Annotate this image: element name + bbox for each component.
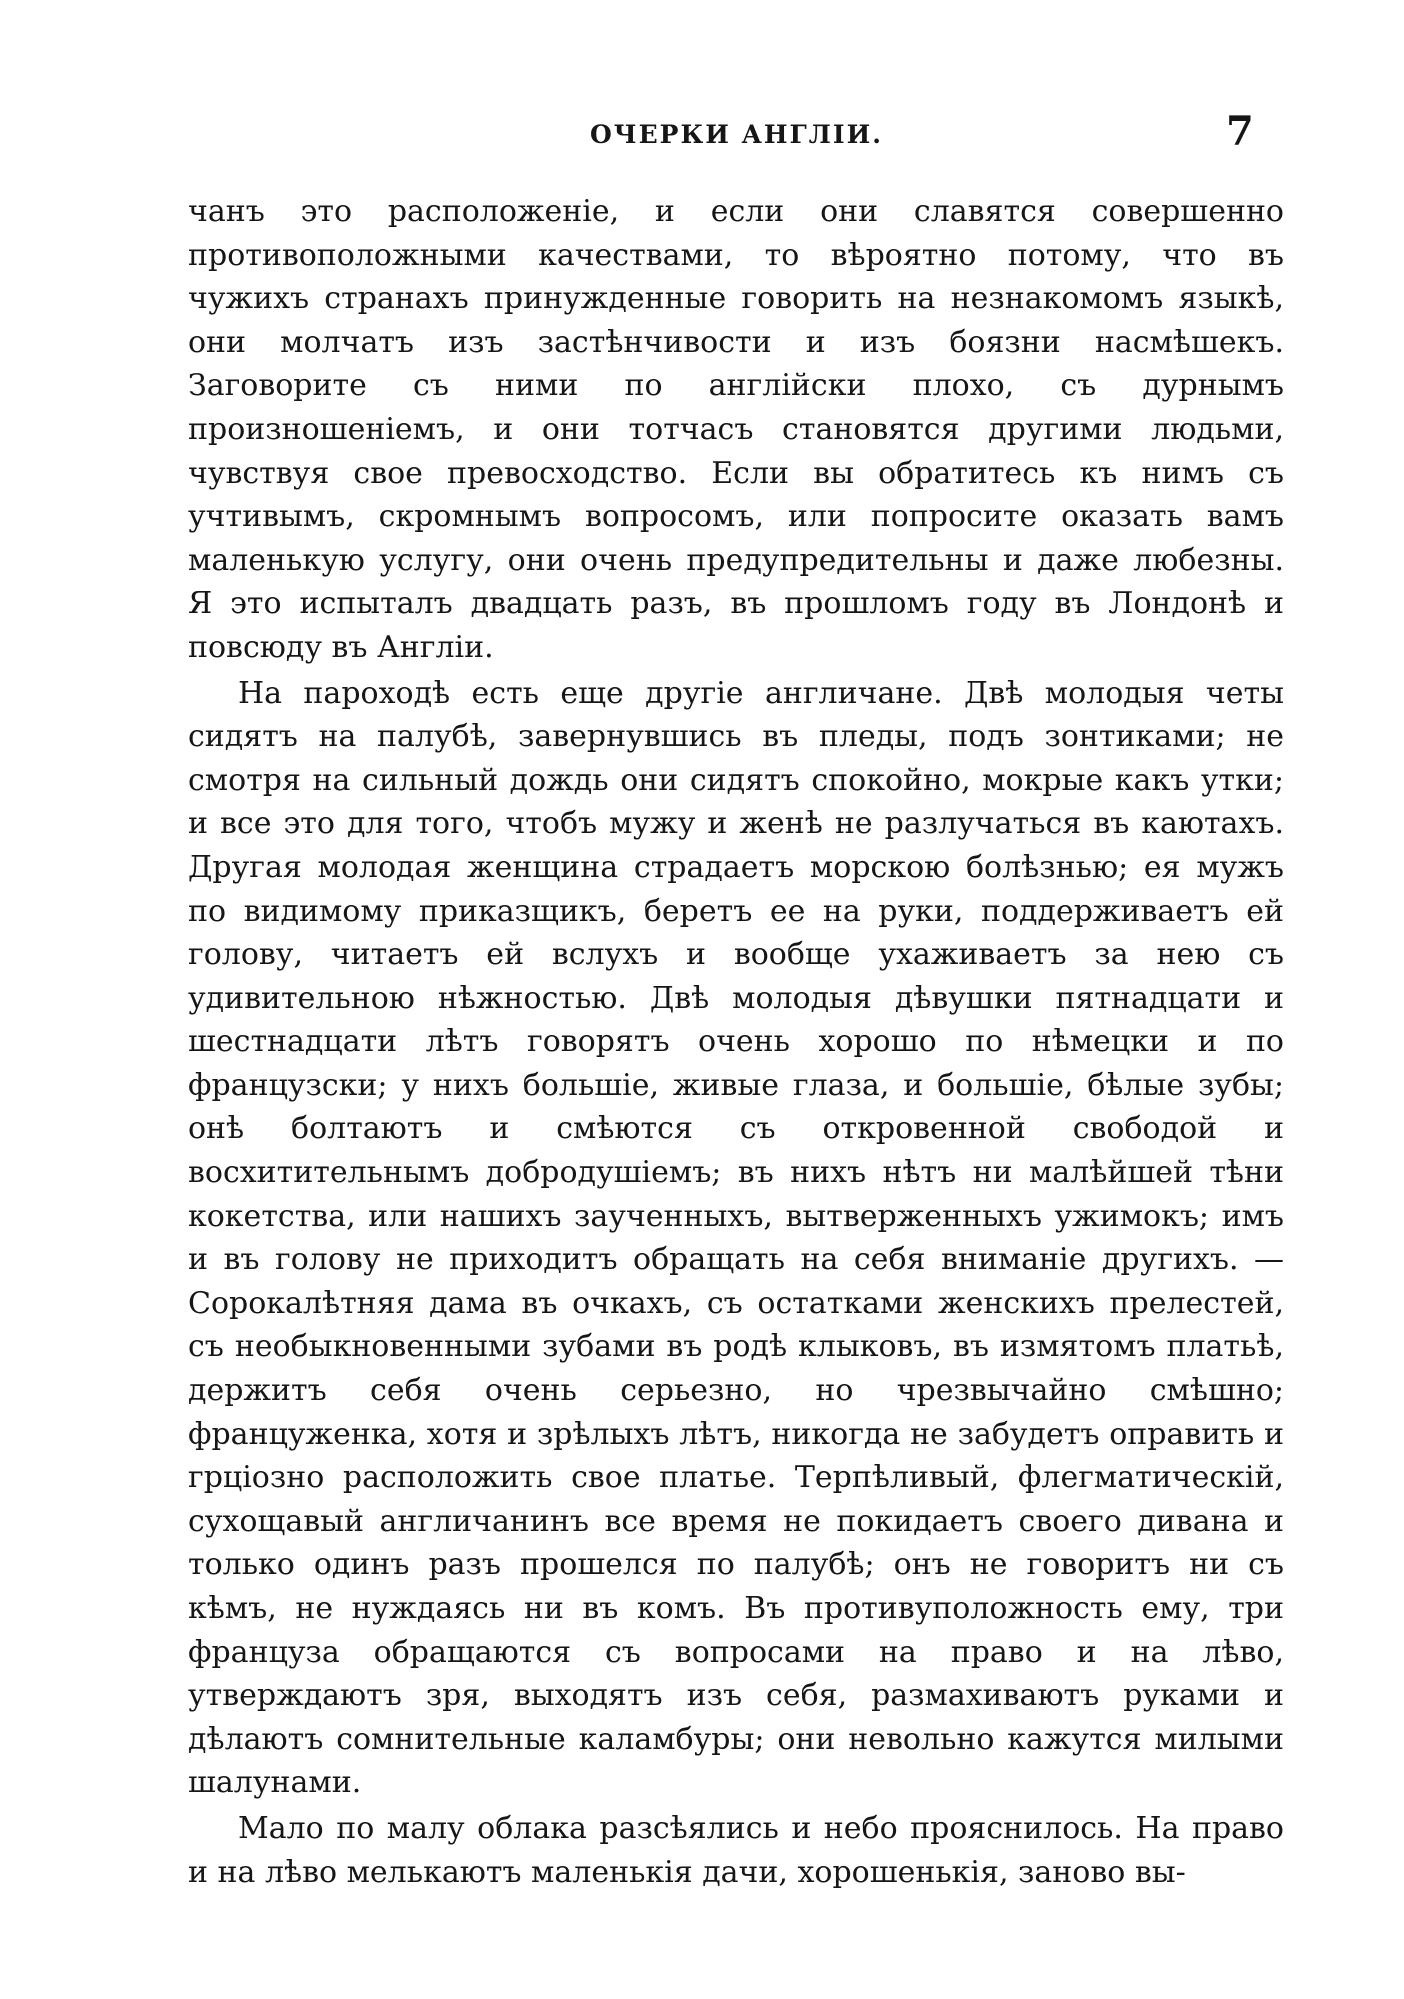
body-text — [188, 190, 1284, 1894]
paragraph-2: На пароходѣ есть еще другіе англичане. Двѣ молодыя четы сидятъ на палубѣ, завернувшись въ пледы, подъ зонтиками; не смотря на сильный дождь они сидятъ спокойно, мокрые какъ утки; и все это для того, чтобъ мужу и женѣ не разлучаться въ каютахъ. Другая молодая женщина страдаетъ морскою болѣзнью; ея мужъ по видимому приказщикъ, беретъ ее на руки, поддерживаетъ ей голову, читаетъ ей вслухъ и вообще ухаживаетъ за нею съ удивительною нѣжностью. Двѣ молодыя дѣвушки пятнадцати и шестнадцати лѣтъ говорятъ очень хорошо по нѣмецки и по французски; у нихъ большіе, живые глаза, и большіе, бѣлые зубы; онѣ болтаютъ и смѣются съ откровенной свободой и восхитительнымъ добродушіемъ; въ нихъ нѣтъ ни малѣйшей тѣни кокетства, или нашихъ заученныхъ, вытверженныхъ ужимокъ; имъ и въ голову не приходитъ обращать на себя вниманіе другихъ. — Сорокалѣтняя дама въ очкахъ, съ остатками женскихъ прелестей, съ необыкновенными зубами въ родѣ клыковъ, въ измятомъ платьѣ, держитъ себя очень серьезно, но чрезвычайно смѣшно; француженка, хотя и зрѣлыхъ лѣтъ, никогда не забудетъ оправить и грціозно расположить свое платье. Терпѣливый, флегматическій, сухощавый англичанинъ все время не покидаетъ своего дивана и только одинъ разъ прошелся по палубѣ; онъ не говоритъ ни съ кѣмъ, не нуждаясь ни въ комъ. Въ противуположность ему, три француза обращаются съ вопросами на право и на лѣво, утверждаютъ зря, выходятъ изъ себя, размахиваютъ руками и дѣлаютъ сомнительные каламбуры; они невольно кажутся милыми шалунами. — [188, 675, 1284, 1801]
page-number: 7 — [1226, 108, 1254, 155]
running-head: ОЧЕРКИ АНГЛІИ. — [590, 120, 883, 149]
paragraph-1: чанъ это расположеніе, и если они славятся совершенно противоположными качествами, то вѣроятно потому, что въ чужихъ странахъ принужденные говорить на незнакомомъ языкѣ, они молчатъ изъ застѣнчивости и изъ боязни насмѣшекъ. Заговорите съ ними по англійски плохо, съ дурнымъ произношеніемъ, и они тотчасъ становятся другими людьми, чувствуя свое превосходство. Если вы обратитесь къ нимъ съ учтивымъ, скромнымъ вопросомъ, или попросите оказать вамъ маленькую услугу, они очень предупредительны и даже любезны. Я это испыталъ двадцать разъ, въ прошломъ году въ Лондонѣ и повсюду въ Англіи. — [188, 194, 1284, 665]
paragraph-3: Мало по малу облака разсѣялись и небо прояснилось. На право и на лѣво мелькаютъ маленькія дачи, хорошенькія, заново вы- — [188, 1810, 1284, 1890]
